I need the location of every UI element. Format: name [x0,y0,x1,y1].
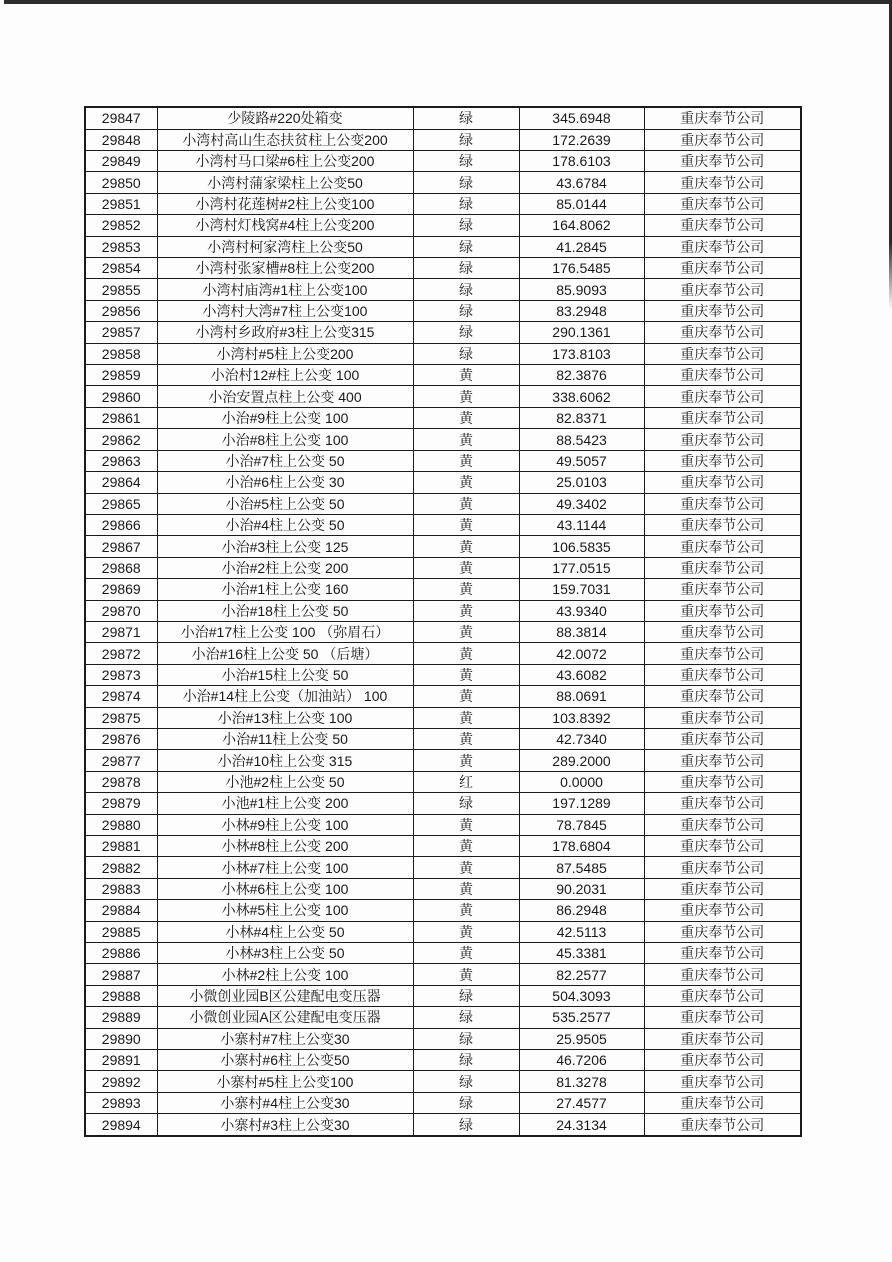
row-company: 重庆奉节公司 [644,536,801,557]
row-status: 黄 [413,493,519,514]
row-company: 重庆奉节公司 [644,964,801,985]
row-company: 重庆奉节公司 [644,750,801,771]
table-row [85,472,801,493]
row-value: 85.0144 [519,193,644,214]
row-id: 29870 [85,600,157,621]
table-row [85,151,801,172]
row-value: 43.9340 [519,600,644,621]
row-id: 29889 [85,1007,157,1028]
row-status: 黄 [413,750,519,771]
row-equipment-name: 小治#6柱上公变 30 [157,472,413,493]
table-row [85,1050,801,1071]
row-company: 重庆奉节公司 [644,279,801,300]
row-company: 重庆奉节公司 [644,407,801,428]
row-equipment-name: 小林#3柱上公变 50 [157,943,413,964]
table-row [85,514,801,535]
row-status: 黄 [413,365,519,386]
row-status: 绿 [413,258,519,279]
row-id: 29850 [85,172,157,193]
row-status: 黄 [413,836,519,857]
row-value: 177.0515 [519,557,644,578]
row-company: 重庆奉节公司 [644,621,801,642]
row-value: 85.9093 [519,279,644,300]
table-row [85,129,801,150]
row-status: 绿 [413,1114,519,1136]
row-value: 24.3134 [519,1114,644,1136]
row-company: 重庆奉节公司 [644,728,801,749]
table-row [85,1071,801,1092]
row-status: 绿 [413,300,519,321]
row-company: 重庆奉节公司 [644,343,801,364]
table-row [85,836,801,857]
row-id: 29873 [85,664,157,685]
row-company: 重庆奉节公司 [644,836,801,857]
row-value: 82.2577 [519,964,644,985]
row-status: 绿 [413,193,519,214]
row-value: 90.2031 [519,878,644,899]
row-equipment-name: 小湾村#5柱上公变200 [157,343,413,364]
transformer-table-body [85,107,801,1136]
row-id: 29887 [85,964,157,985]
row-value: 42.7340 [519,728,644,749]
transformer-table [84,106,802,1137]
row-company: 重庆奉节公司 [644,600,801,621]
row-equipment-name: 小湾村庙湾#1柱上公变100 [157,279,413,300]
row-status: 黄 [413,643,519,664]
row-value: 535.2577 [519,1007,644,1028]
row-id: 29867 [85,536,157,557]
row-status: 绿 [413,215,519,236]
table-row [85,643,801,664]
table-row [85,365,801,386]
row-status: 绿 [413,1050,519,1071]
row-value: 106.5835 [519,536,644,557]
row-equipment-name: 小治#7柱上公变 50 [157,450,413,471]
row-value: 45.3381 [519,943,644,964]
row-equipment-name: 小治村12#柱上公变 100 [157,365,413,386]
row-status: 黄 [413,857,519,878]
row-status: 黄 [413,407,519,428]
row-company: 重庆奉节公司 [644,557,801,578]
row-equipment-name: 小微创业园B区公建配电变压器 [157,985,413,1006]
row-value: 0.0000 [519,771,644,792]
row-equipment-name: 小林#5柱上公变 100 [157,900,413,921]
row-company: 重庆奉节公司 [644,215,801,236]
row-equipment-name: 小治#15柱上公变 50 [157,664,413,685]
row-status: 绿 [413,107,519,129]
row-value: 178.6804 [519,836,644,857]
row-value: 78.7845 [519,814,644,835]
table-row [85,621,801,642]
row-equipment-name: 小林#9柱上公变 100 [157,814,413,835]
row-equipment-name: 小治#5柱上公变 50 [157,493,413,514]
row-status: 绿 [413,985,519,1006]
row-company: 重庆奉节公司 [644,943,801,964]
row-value: 41.2845 [519,236,644,257]
row-company: 重庆奉节公司 [644,900,801,921]
row-id: 29882 [85,857,157,878]
row-company: 重庆奉节公司 [644,921,801,942]
row-company: 重庆奉节公司 [644,1028,801,1049]
row-id: 29848 [85,129,157,150]
row-status: 黄 [413,429,519,450]
table-row [85,236,801,257]
row-company: 重庆奉节公司 [644,365,801,386]
row-equipment-name: 小湾村大湾#7柱上公变100 [157,300,413,321]
row-id: 29851 [85,193,157,214]
row-company: 重庆奉节公司 [644,493,801,514]
row-value: 25.0103 [519,472,644,493]
row-id: 29881 [85,836,157,857]
row-value: 159.7031 [519,579,644,600]
table-row [85,664,801,685]
row-company: 重庆奉节公司 [644,1092,801,1113]
row-id: 29859 [85,365,157,386]
row-id: 29864 [85,472,157,493]
row-id: 29872 [85,643,157,664]
row-value: 176.5485 [519,258,644,279]
row-company: 重庆奉节公司 [644,514,801,535]
table-row [85,493,801,514]
row-value: 197.1289 [519,793,644,814]
row-id: 29885 [85,921,157,942]
row-value: 49.3402 [519,493,644,514]
row-company: 重庆奉节公司 [644,107,801,129]
row-id: 29883 [85,878,157,899]
row-status: 红 [413,771,519,792]
row-company: 重庆奉节公司 [644,1071,801,1092]
row-value: 338.6062 [519,386,644,407]
row-equipment-name: 小治#11柱上公变 50 [157,728,413,749]
row-value: 88.5423 [519,429,644,450]
row-value: 43.6784 [519,172,644,193]
table-row [85,707,801,728]
row-status: 黄 [413,900,519,921]
row-equipment-name: 小湾村蒲家梁柱上公变50 [157,172,413,193]
row-status: 绿 [413,236,519,257]
row-value: 164.8062 [519,215,644,236]
row-company: 重庆奉节公司 [644,664,801,685]
row-status: 黄 [413,450,519,471]
table-row [85,1028,801,1049]
row-id: 29853 [85,236,157,257]
row-id: 29860 [85,386,157,407]
row-company: 重庆奉节公司 [644,193,801,214]
row-equipment-name: 小治#17柱上公变 100 （弥眉石） [157,621,413,642]
row-equipment-name: 小治#8柱上公变 100 [157,429,413,450]
row-id: 29871 [85,621,157,642]
row-id: 29876 [85,728,157,749]
row-value: 345.6948 [519,107,644,129]
row-status: 黄 [413,707,519,728]
row-equipment-name: 小林#8柱上公变 200 [157,836,413,857]
row-company: 重庆奉节公司 [644,450,801,471]
row-status: 绿 [413,151,519,172]
row-status: 绿 [413,322,519,343]
table-row [85,900,801,921]
row-value: 178.6103 [519,151,644,172]
row-id: 29856 [85,300,157,321]
row-equipment-name: 小湾村灯栈窝#4柱上公变200 [157,215,413,236]
row-id: 29854 [85,258,157,279]
row-id: 29866 [85,514,157,535]
table-row [85,921,801,942]
table-row [85,793,801,814]
table-row [85,193,801,214]
row-status: 绿 [413,129,519,150]
row-id: 29893 [85,1092,157,1113]
row-equipment-name: 小林#7柱上公变 100 [157,857,413,878]
table-row [85,600,801,621]
row-value: 49.5057 [519,450,644,471]
row-company: 重庆奉节公司 [644,172,801,193]
table-row [85,857,801,878]
row-id: 29894 [85,1114,157,1136]
table-row [85,1092,801,1113]
row-value: 173.8103 [519,343,644,364]
row-equipment-name: 小湾村马口梁#6柱上公变200 [157,151,413,172]
row-company: 重庆奉节公司 [644,985,801,1006]
row-status: 黄 [413,579,519,600]
table-row [85,985,801,1006]
row-company: 重庆奉节公司 [644,793,801,814]
row-status: 黄 [413,964,519,985]
row-value: 42.5113 [519,921,644,942]
table-row [85,386,801,407]
row-company: 重庆奉节公司 [644,771,801,792]
row-equipment-name: 小湾村张家槽#8柱上公变200 [157,258,413,279]
row-id: 29849 [85,151,157,172]
row-equipment-name: 小治#18柱上公变 50 [157,600,413,621]
row-value: 88.0691 [519,686,644,707]
row-value: 82.3876 [519,365,644,386]
row-company: 重庆奉节公司 [644,579,801,600]
row-status: 黄 [413,621,519,642]
row-value: 289.2000 [519,750,644,771]
row-equipment-name: 小林#4柱上公变 50 [157,921,413,942]
row-value: 42.0072 [519,643,644,664]
row-value: 87.5485 [519,857,644,878]
row-status: 黄 [413,600,519,621]
table-row [85,215,801,236]
row-id: 29888 [85,985,157,1006]
row-equipment-name: 小治#3柱上公变 125 [157,536,413,557]
row-id: 29878 [85,771,157,792]
row-value: 27.4577 [519,1092,644,1113]
table-row [85,686,801,707]
row-id: 29886 [85,943,157,964]
row-company: 重庆奉节公司 [644,300,801,321]
row-equipment-name: 小治安置点柱上公变 400 [157,386,413,407]
row-status: 绿 [413,1028,519,1049]
table-row [85,258,801,279]
row-status: 绿 [413,1007,519,1028]
table-row [85,1007,801,1028]
row-equipment-name: 小寨村#3柱上公变30 [157,1114,413,1136]
row-id: 29879 [85,793,157,814]
row-value: 88.3814 [519,621,644,642]
table-row [85,771,801,792]
row-id: 29875 [85,707,157,728]
row-equipment-name: 小池#2柱上公变 50 [157,771,413,792]
row-equipment-name: 小寨村#6柱上公变50 [157,1050,413,1071]
row-equipment-name: 小治#16柱上公变 50 （后塘） [157,643,413,664]
row-id: 29891 [85,1050,157,1071]
row-company: 重庆奉节公司 [644,129,801,150]
row-value: 81.3278 [519,1071,644,1092]
row-id: 29858 [85,343,157,364]
row-value: 290.1361 [519,322,644,343]
row-status: 黄 [413,878,519,899]
table-row [85,450,801,471]
row-id: 29884 [85,900,157,921]
row-id: 29868 [85,557,157,578]
row-value: 172.2639 [519,129,644,150]
row-id: 29861 [85,407,157,428]
row-equipment-name: 小寨村#5柱上公变100 [157,1071,413,1092]
table-row [85,1114,801,1136]
row-company: 重庆奉节公司 [644,857,801,878]
row-value: 43.6082 [519,664,644,685]
table-row [85,107,801,129]
row-company: 重庆奉节公司 [644,878,801,899]
row-status: 黄 [413,728,519,749]
row-company: 重庆奉节公司 [644,643,801,664]
row-status: 黄 [413,943,519,964]
table-row [85,322,801,343]
table-row [85,750,801,771]
row-company: 重庆奉节公司 [644,686,801,707]
row-id: 29890 [85,1028,157,1049]
row-id: 29847 [85,107,157,129]
table-row [85,964,801,985]
row-equipment-name: 小治#14柱上公变（加油站） 100 [157,686,413,707]
row-equipment-name: 小治#10柱上公变 315 [157,750,413,771]
row-id: 29855 [85,279,157,300]
row-company: 重庆奉节公司 [644,814,801,835]
row-id: 29865 [85,493,157,514]
row-status: 绿 [413,1071,519,1092]
row-value: 83.2948 [519,300,644,321]
table-row [85,279,801,300]
row-equipment-name: 小湾村乡政府#3柱上公变315 [157,322,413,343]
row-status: 黄 [413,686,519,707]
row-equipment-name: 小寨村#4柱上公变30 [157,1092,413,1113]
row-status: 黄 [413,386,519,407]
row-equipment-name: 小湾村花莲树#2柱上公变100 [157,193,413,214]
row-equipment-name: 小微创业园A区公建配电变压器 [157,1007,413,1028]
table-row [85,429,801,450]
row-status: 绿 [413,793,519,814]
row-status: 绿 [413,1092,519,1113]
row-status: 绿 [413,343,519,364]
table-row [85,579,801,600]
row-id: 29877 [85,750,157,771]
row-company: 重庆奉节公司 [644,322,801,343]
row-status: 黄 [413,557,519,578]
row-status: 黄 [413,814,519,835]
table-row [85,172,801,193]
row-company: 重庆奉节公司 [644,1114,801,1136]
row-id: 29874 [85,686,157,707]
table-row [85,407,801,428]
row-company: 重庆奉节公司 [644,1007,801,1028]
table-row [85,557,801,578]
row-equipment-name: 小林#6柱上公变 100 [157,878,413,899]
table-row [85,878,801,899]
row-value: 103.8392 [519,707,644,728]
row-id: 29863 [85,450,157,471]
table-row [85,728,801,749]
row-status: 黄 [413,472,519,493]
row-value: 82.8371 [519,407,644,428]
row-company: 重庆奉节公司 [644,151,801,172]
table-row [85,300,801,321]
row-value: 43.1144 [519,514,644,535]
row-company: 重庆奉节公司 [644,1050,801,1071]
row-id: 29880 [85,814,157,835]
row-equipment-name: 小林#2柱上公变 100 [157,964,413,985]
row-equipment-name: 小池#1柱上公变 200 [157,793,413,814]
row-company: 重庆奉节公司 [644,472,801,493]
row-status: 黄 [413,921,519,942]
row-id: 29869 [85,579,157,600]
row-equipment-name: 小寨村#7柱上公变30 [157,1028,413,1049]
row-status: 黄 [413,514,519,535]
row-status: 黄 [413,664,519,685]
row-equipment-name: 小湾村高山生态扶贫柱上公变200 [157,129,413,150]
row-id: 29892 [85,1071,157,1092]
table-row [85,536,801,557]
row-value: 504.3093 [519,985,644,1006]
table-row [85,943,801,964]
row-value: 25.9505 [519,1028,644,1049]
row-status: 绿 [413,279,519,300]
row-equipment-name: 小治#1柱上公变 160 [157,579,413,600]
row-equipment-name: 小湾村柯家湾柱上公变50 [157,236,413,257]
row-id: 29857 [85,322,157,343]
row-value: 46.7206 [519,1050,644,1071]
row-id: 29852 [85,215,157,236]
row-equipment-name: 小治#9柱上公变 100 [157,407,413,428]
row-value: 86.2948 [519,900,644,921]
row-company: 重庆奉节公司 [644,236,801,257]
row-equipment-name: 少陵路#220处箱变 [157,107,413,129]
row-equipment-name: 小治#13柱上公变 100 [157,707,413,728]
row-equipment-name: 小治#2柱上公变 200 [157,557,413,578]
row-id: 29862 [85,429,157,450]
table-row [85,814,801,835]
row-status: 绿 [413,172,519,193]
row-status: 黄 [413,536,519,557]
row-company: 重庆奉节公司 [644,707,801,728]
page-top-edge [4,0,892,4]
row-company: 重庆奉节公司 [644,386,801,407]
row-company: 重庆奉节公司 [644,258,801,279]
row-equipment-name: 小治#4柱上公变 50 [157,514,413,535]
row-company: 重庆奉节公司 [644,429,801,450]
table-row [85,343,801,364]
